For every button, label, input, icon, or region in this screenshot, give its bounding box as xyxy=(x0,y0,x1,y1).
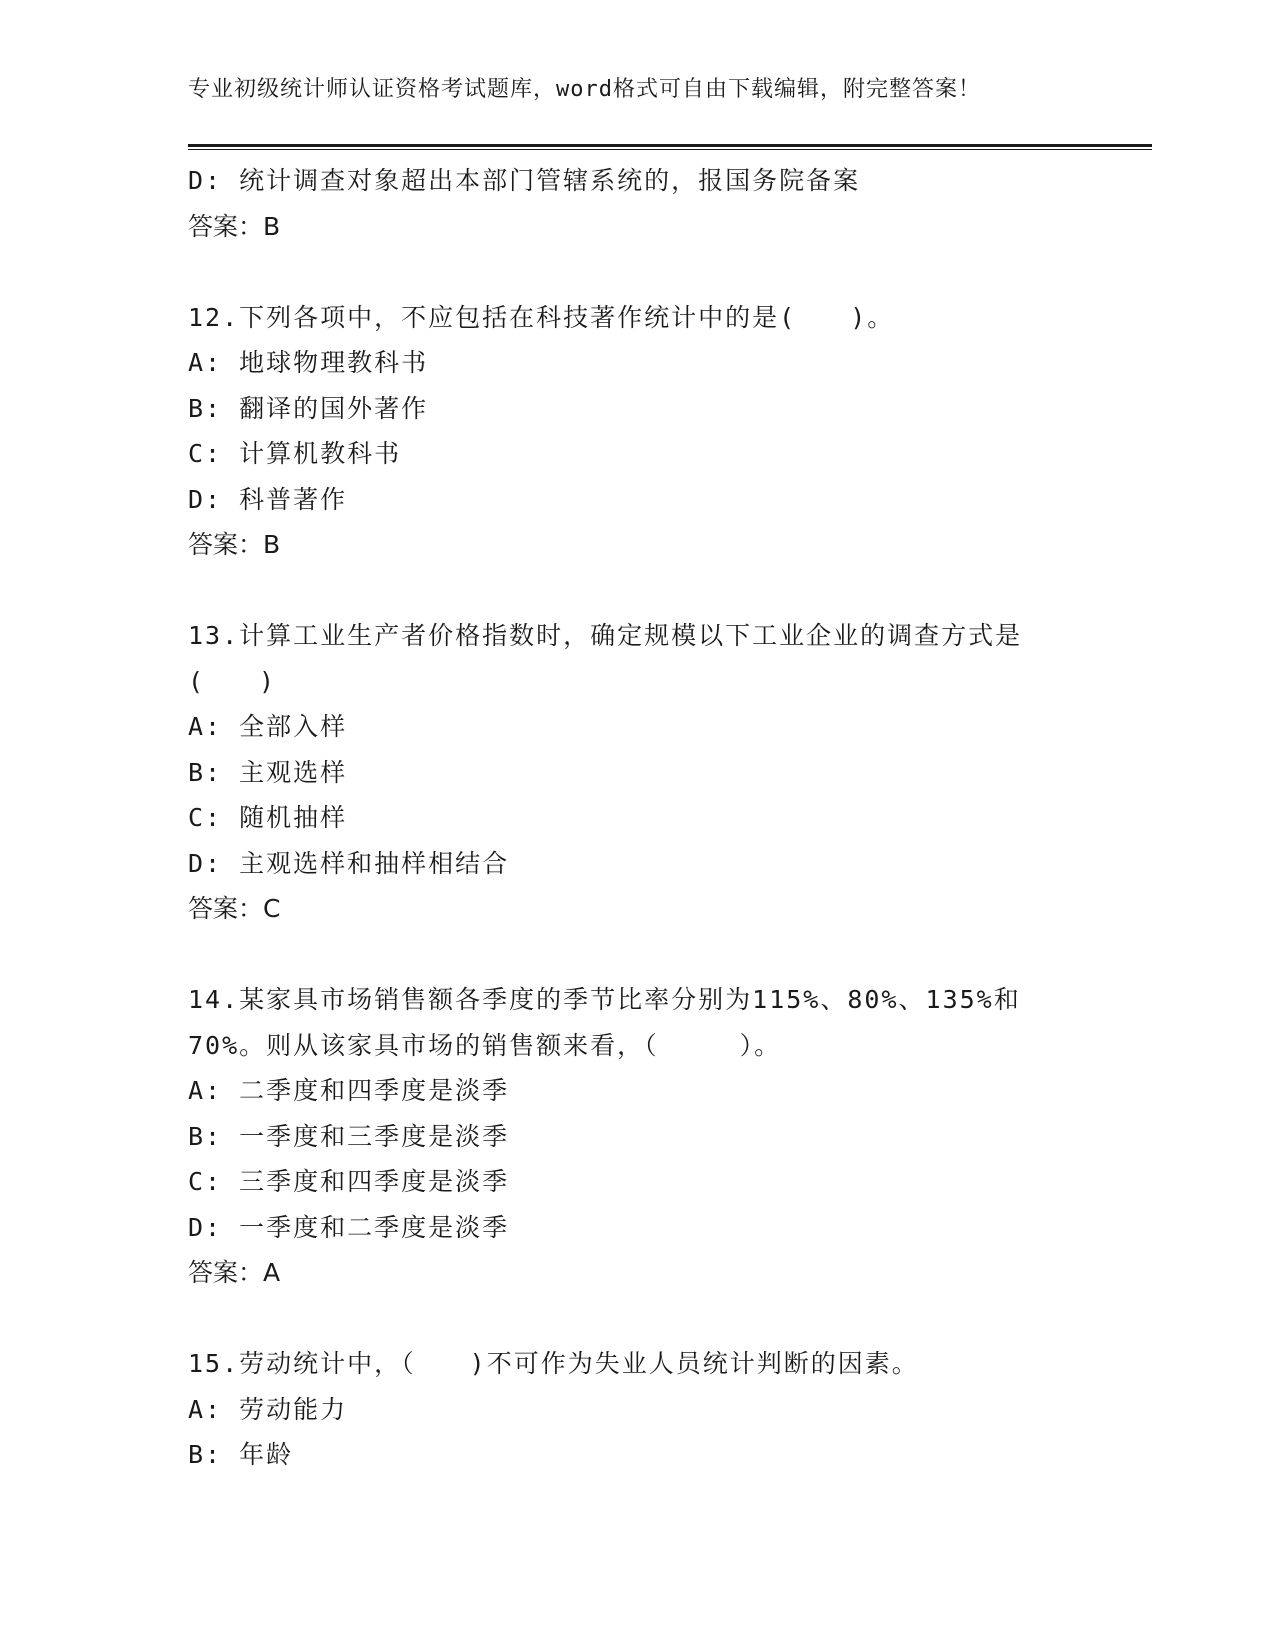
q12-option-d: D: 科普著作 xyxy=(188,484,348,514)
q14-stem-line-1: 14.某家具市场销售额各季度的季节比率分别为115%、80%、135%和 xyxy=(188,985,1021,1014)
q13-option-c: C: 随机抽样 xyxy=(188,803,348,832)
q12-option-c: C: 计算机教科书 xyxy=(188,439,402,468)
question-15 xyxy=(188,1341,1148,1478)
q14-option-c: C: 三季度和四季度是淡季 xyxy=(188,1167,510,1196)
spacer xyxy=(188,249,1148,295)
page-header: 专业初级统计师认证资格考试题库，word格式可自由下载编辑，附完整答案！ xyxy=(188,77,981,102)
q15-option-b: B: 年龄 xyxy=(188,1440,294,1469)
spacer xyxy=(188,932,1148,978)
q14-option-b: B: 一季度和三季度是淡季 xyxy=(188,1121,510,1151)
question-list xyxy=(188,158,1148,1478)
q14-stem-line-2: 70%。则从该家具市场的销售额来看，（ ）。 xyxy=(188,1030,782,1060)
spacer xyxy=(188,568,1148,614)
q12-stem: 12.下列各项中，不应包括在科技著作统计中的是( )。 xyxy=(188,302,895,332)
header-rule-thick xyxy=(188,144,1152,147)
q11-answer: 答案：B xyxy=(188,211,281,241)
q14-option-d: D: 一季度和二季度是淡季 xyxy=(188,1212,510,1242)
q13-option-a: A: 全部入样 xyxy=(188,712,348,741)
question-14 xyxy=(188,977,1148,1296)
question-12 xyxy=(188,295,1148,568)
q12-answer: 答案：B xyxy=(188,530,281,559)
q13-stem-line-2: ( ) xyxy=(188,666,277,696)
q14-option-a: A: 二季度和四季度是淡季 xyxy=(188,1076,510,1105)
q13-option-d: D: 主观选样和抽样相结合 xyxy=(188,848,510,878)
q11-option-d: D: 统计调查对象超出本部门管辖系统的，报国务院备案 xyxy=(188,166,861,195)
header-rule-thin xyxy=(188,149,1152,150)
q13-option-b: B: 主观选样 xyxy=(188,757,348,787)
question-13 xyxy=(188,613,1148,932)
q12-option-a: A: 地球物理教科书 xyxy=(188,348,429,377)
q12-option-b: B: 翻译的国外著作 xyxy=(188,393,429,423)
q14-answer: 答案：A xyxy=(188,1258,281,1287)
q15-stem: 15.劳动统计中，（ )不可作为失业人员统计判断的因素。 xyxy=(188,1349,919,1378)
q13-answer: 答案：C xyxy=(188,894,281,923)
spacer xyxy=(188,1296,1148,1342)
question-11 xyxy=(188,158,1148,249)
q15-option-a: A: 劳动能力 xyxy=(188,1394,348,1424)
q13-stem-line-1: 13.计算工业生产者价格指数时，确定规模以下工业企业的调查方式是 xyxy=(188,621,1023,650)
